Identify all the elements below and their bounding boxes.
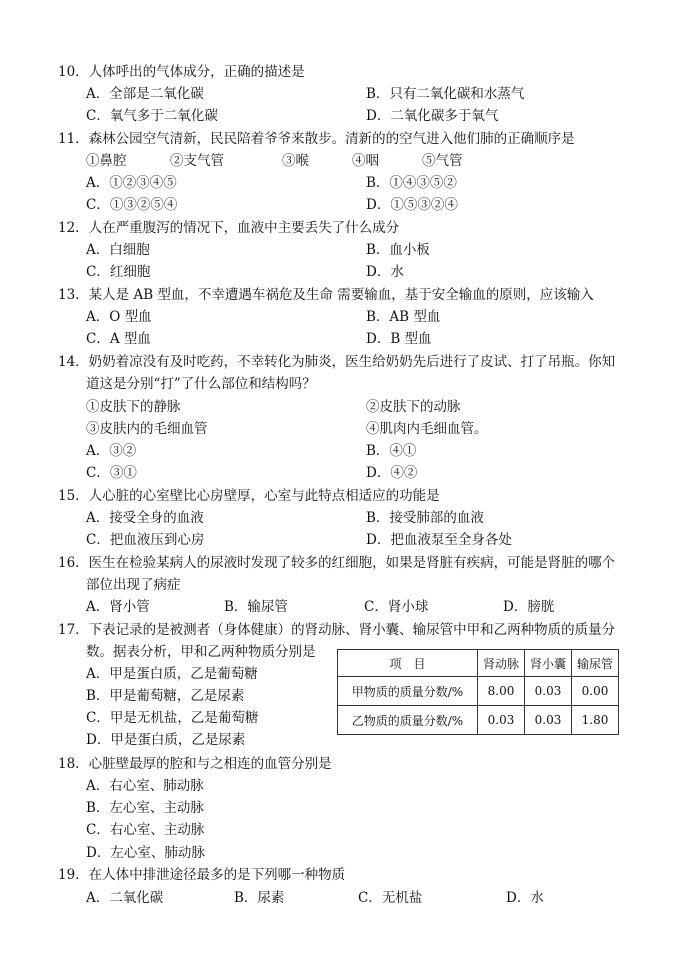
q11-item-4: ④咽: [352, 153, 379, 169]
q19-option-a: A．二氧化碳: [86, 890, 164, 906]
q14-item-4: ④肌肉内毛细血管。: [366, 421, 488, 437]
table-header-row: [338, 650, 619, 677]
q18-option-a: A．右心室、肺动脉: [86, 778, 204, 794]
question-17-stem-line1: 17．下表记录的是被测者（身体健康）的肾动脉、肾小囊、输尿管中甲和乙两种物质的质量分: [58, 622, 616, 638]
q15-option-a: A．接受全身的血液: [86, 510, 204, 526]
table-row: [338, 677, 619, 706]
table-header-cell: 输尿管: [572, 650, 619, 677]
q19-option-c: C．无机盐: [358, 890, 423, 906]
table-cell: 0.03: [478, 706, 525, 735]
q10-option-c: C．氧气多于二氧化碳: [86, 108, 218, 124]
question-11-stem: 11．森林公园空气清新，民民陪着爷爷来散步。清新的的空气进入他们肺的正确顺序是: [58, 131, 575, 147]
q11-item-5: ⑤气管: [422, 153, 463, 169]
q14-option-b: B．④①: [366, 443, 417, 459]
q17-option-b: B．甲是葡萄糖，乙是尿素: [86, 688, 245, 704]
q13-option-a: A．O 型血: [86, 309, 152, 325]
q15-option-b: B．接受肺部的血液: [366, 510, 484, 526]
q13-option-b: B．AB 型血: [366, 309, 441, 325]
q11-option-d: D．①⑤③②④: [366, 197, 458, 213]
table-cell: 0.03: [525, 677, 572, 706]
q17-data-table: [337, 649, 619, 735]
q17-option-c: C．甲是无机盐，乙是葡萄糖: [86, 710, 259, 726]
q15-option-d: D．把血液泵至全身各处: [366, 532, 512, 548]
table-row: [338, 706, 619, 735]
question-15-stem: 15．人心脏的心室壁比心房壁厚，心室与此特点相适应的功能是: [58, 488, 440, 504]
q16-option-a: A．肾小管: [86, 599, 150, 615]
question-18-stem: 18．心脏壁最厚的腔和与之相连的血管分别是: [58, 756, 332, 772]
table-cell: 0.03: [525, 706, 572, 735]
table-cell: 甲物质的质量分数/%: [338, 677, 478, 706]
q12-option-c: C．红细胞: [86, 264, 151, 280]
q17-option-a: A．甲是蛋白质，乙是葡萄糖: [86, 666, 258, 682]
q14-option-a: A．③②: [86, 443, 137, 459]
q14-item-1: ①皮肤下的静脉: [86, 399, 181, 415]
q13-option-d: D．B 型血: [366, 331, 432, 347]
question-10-stem: 10．人体呼出的气体成分，正确的描述是: [58, 64, 305, 80]
question-16-stem-line1: 16．医生在检验某病人的尿液时发现了较多的红细胞，如果是肾脏有疾病，可能是肾脏的哪个: [58, 555, 616, 571]
q19-option-b: B．尿素: [234, 890, 285, 906]
q16-option-c: C．肾小球: [364, 599, 429, 615]
q11-item-2: ②支气管: [170, 153, 224, 169]
question-16-stem-line2: 部位出现了病症: [86, 577, 181, 593]
table-cell: 8.00: [478, 677, 525, 706]
q12-option-a: A．白细胞: [86, 242, 150, 258]
q11-option-b: B．①④③⑤②: [366, 175, 457, 191]
question-14-stem-line2: 道这是分别“打”了什么部位和结构吗？: [86, 376, 316, 392]
q17-option-d: D．甲是蛋白质，乙是尿素: [86, 732, 246, 748]
q11-option-c: C．①③②⑤④: [86, 197, 178, 213]
question-19-stem: 19．在人体中排泄途径最多的是下列哪一种物质: [58, 867, 346, 883]
q19-option-d: D．水: [506, 890, 544, 906]
q18-option-d: D．左心室、肺动脉: [86, 845, 205, 861]
q14-item-3: ③皮肤内的毛细血管: [86, 421, 208, 437]
q18-option-b: B．左心室、主动脉: [86, 800, 204, 816]
q11-item-3: ③喉: [282, 153, 309, 169]
q18-option-c: C．右心室、主动脉: [86, 822, 205, 838]
q10-option-a: A．全部是二氧化碳: [86, 86, 204, 102]
q14-item-2: ②皮肤下的动脉: [366, 399, 461, 415]
q16-option-b: B．输尿管: [224, 599, 288, 615]
table-cell: 乙物质的质量分数/%: [338, 706, 478, 735]
q10-option-d: D．二氧化碳多于氧气: [366, 108, 499, 124]
table-cell: 0.00: [572, 677, 619, 706]
table-header-cell: 肾小囊: [525, 650, 572, 677]
table-header-cell: 项 目: [338, 650, 478, 677]
question-17-stem-line2: 数。据表分析，甲和乙两种物质分别是: [86, 644, 316, 660]
q12-option-b: B．血小板: [366, 242, 430, 258]
q14-option-c: C．③①: [86, 465, 137, 481]
table-cell: 1.80: [572, 706, 619, 735]
q16-option-d: D．膀胱: [503, 599, 555, 615]
q14-option-d: D．④②: [366, 465, 418, 481]
question-12-stem: 12．人在严重腹泻的情况下，血液中主要丢失了什么成分: [58, 220, 400, 236]
question-14-stem-line1: 14．奶奶着凉没有及时吃药，不幸转化为肺炎，医生给奶奶先后进行了皮试、打了吊瓶。你知: [58, 354, 616, 370]
q11-item-1: ①鼻腔: [86, 153, 127, 169]
q10-option-b: B．只有二氧化碳和水蒸气: [366, 86, 525, 102]
question-13-stem: 13．某人是 AB 型血，不幸遭遇车祸危及生命 需要输血，基于安全输血的原则，应该输入: [58, 287, 594, 303]
q11-option-a: A．①②③④⑤: [86, 175, 177, 191]
table-header-cell: 肾动脉: [478, 650, 525, 677]
q15-option-c: C．把血液压到心房: [86, 532, 205, 548]
q12-option-d: D．水: [366, 264, 404, 280]
q13-option-c: C．A 型血: [86, 331, 151, 347]
